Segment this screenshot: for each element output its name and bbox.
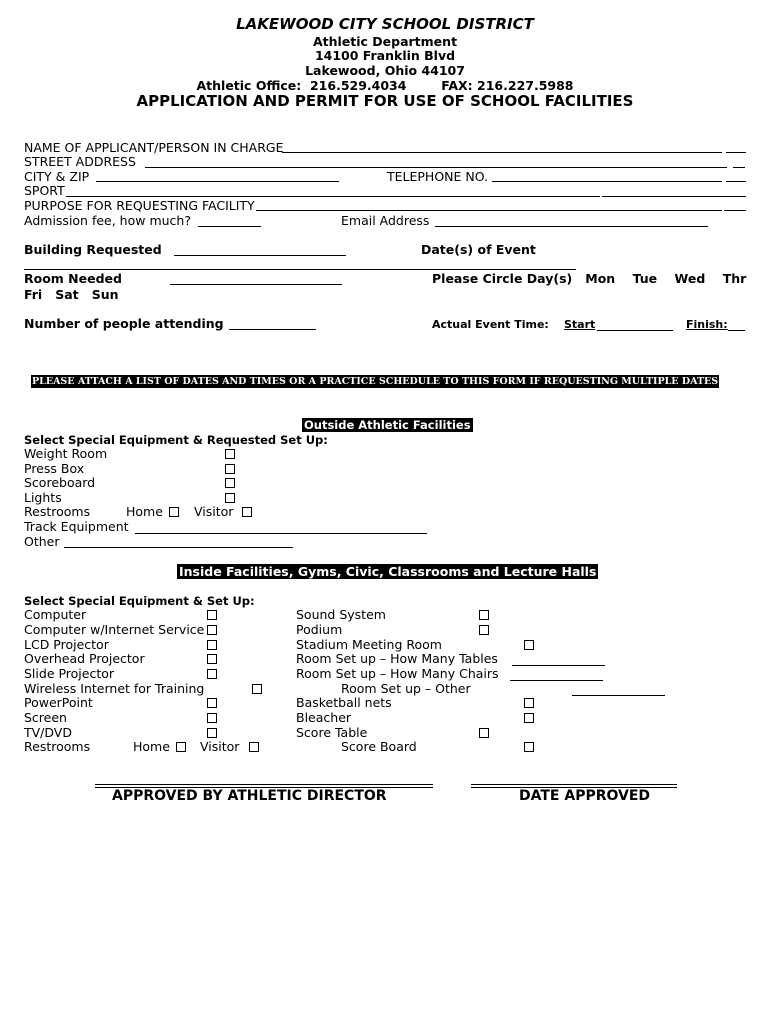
phone-fax: Athletic Office: 216.529.4034 FAX: 216.227.5988	[196, 78, 574, 93]
purpose-label: PURPOSE FOR REQUESTING FACILITY	[24, 198, 255, 213]
finish-label[interactable]: Finish:	[686, 318, 728, 331]
overhead-checkbox[interactable]	[207, 654, 217, 664]
address-line-1: 14100 Franklin Blvd	[314, 48, 456, 63]
inside-left-item: Computer w/Internet Service	[24, 622, 205, 637]
inside-home-label: Home	[133, 739, 170, 754]
telephone-label: TELEPHONE NO.	[387, 169, 489, 184]
people-label: Number of people attending	[24, 316, 224, 331]
days-weekend[interactable]: Fri Sat Sun	[24, 287, 119, 302]
sport-line[interactable]	[66, 196, 600, 197]
dates-label: Date(s) of Event	[421, 242, 536, 257]
inside-subheading: Select Special Equipment & Set Up:	[24, 594, 255, 608]
inside-left-item: TV/DVD	[24, 725, 72, 740]
computer-checkbox[interactable]	[207, 610, 217, 620]
bleacher-checkbox[interactable]	[524, 713, 534, 723]
inside-left-item: LCD Projector	[24, 637, 109, 652]
slide-checkbox[interactable]	[207, 669, 217, 679]
inside-right-item: Stadium Meeting Room	[296, 637, 442, 652]
telephone-line[interactable]	[492, 181, 722, 182]
outside-visitor-checkbox[interactable]	[242, 507, 252, 517]
approved-by-label: APPROVED BY ATHLETIC DIRECTOR	[112, 788, 387, 804]
district-name: LAKEWOOD CITY SCHOOL DISTRICT	[236, 15, 534, 33]
inside-visitor-checkbox[interactable]	[249, 742, 259, 752]
track-label: Track Equipment	[24, 519, 129, 534]
outside-home-label: Home	[126, 504, 163, 519]
inside-left-item: Computer	[24, 607, 87, 622]
inside-right-item: Bleacher	[296, 710, 352, 725]
lights-checkbox[interactable]	[225, 493, 235, 503]
room-label: Room Needed	[24, 271, 122, 286]
applicant-line[interactable]	[282, 152, 722, 153]
sport-line-end[interactable]	[602, 196, 746, 197]
telephone-line-end[interactable]	[726, 181, 746, 182]
sport-label: SPORT	[24, 183, 65, 198]
press-box-checkbox[interactable]	[225, 464, 235, 474]
inside-right-item: Score Table	[296, 725, 368, 740]
form-title: APPLICATION AND PERMIT FOR USE OF SCHOOL FACILITIES	[136, 92, 634, 110]
building-line[interactable]	[174, 255, 346, 256]
event-time-label: Actual Event Time:	[432, 318, 549, 331]
admission-line[interactable]	[198, 226, 261, 227]
people-line[interactable]	[229, 329, 316, 330]
inside-heading: Inside Facilities, Gyms, Civic, Classrooms and Lecture Halls	[179, 564, 597, 579]
basketball-nets-checkbox[interactable]	[524, 698, 534, 708]
powerpoint-checkbox[interactable]	[207, 698, 217, 708]
outside-heading: Outside Athletic Facilities	[304, 418, 471, 432]
internet-checkbox[interactable]	[207, 625, 217, 635]
outside-item: Press Box	[24, 461, 85, 476]
inside-restrooms-label: Restrooms	[24, 739, 91, 754]
outside-item: Weight Room	[24, 446, 108, 461]
applicant-line-end[interactable]	[726, 152, 746, 153]
inside-left-item: Overhead Projector	[24, 651, 145, 666]
date-approved-label: DATE APPROVED	[519, 788, 651, 804]
inside-left-item: Wireless Internet for Training	[24, 681, 205, 696]
admission-label: Admission fee, how much?	[24, 213, 191, 228]
circle-days[interactable]: Please Circle Day(s) Mon Tue Wed Thr	[432, 271, 747, 286]
applicant-label: NAME OF APPLICANT/PERSON IN CHARGE	[24, 140, 284, 155]
city-zip-label: CITY & ZIP	[24, 169, 90, 184]
podium-checkbox[interactable]	[479, 625, 489, 635]
score-board-checkbox[interactable]	[524, 742, 534, 752]
inside-right-item: Basketball nets	[296, 695, 392, 710]
purpose-line[interactable]	[256, 210, 722, 211]
start-label[interactable]: Start	[564, 318, 596, 331]
scoreboard-checkbox[interactable]	[225, 478, 235, 488]
inside-left-item: Screen	[24, 710, 67, 725]
outside-restrooms-label: Restrooms	[24, 504, 91, 519]
inside-right-item: Score Board	[341, 739, 417, 754]
other-line[interactable]	[64, 547, 293, 548]
outside-item: Scoreboard	[24, 475, 96, 490]
street-line-end[interactable]	[733, 167, 745, 168]
setup-other-line[interactable]	[572, 695, 665, 696]
wireless-checkbox[interactable]	[252, 684, 262, 694]
street-label: STREET ADDRESS	[24, 154, 136, 169]
start-line[interactable]	[597, 330, 673, 331]
weight-room-checkbox[interactable]	[225, 449, 235, 459]
inside-visitor-label: Visitor	[200, 739, 240, 754]
inside-right-item: Room Set up – How Many Tables	[296, 651, 498, 666]
tables-line[interactable]	[512, 665, 605, 666]
inside-right-item: Room Set up – How Many Chairs	[296, 666, 499, 681]
notice-text: PLEASE ATTACH A LIST OF DATES AND TIMES OR A PRACTICE SCHEDULE TO THIS FORM IF REQUESTING MULTIPLE DATES	[32, 376, 719, 387]
tv-dvd-checkbox[interactable]	[207, 728, 217, 738]
chairs-line[interactable]	[510, 680, 603, 681]
inside-left-item: Slide Projector	[24, 666, 115, 681]
room-line[interactable]	[170, 284, 342, 285]
outside-subheading: Select Special Equipment & Requested Set Up:	[24, 433, 328, 447]
score-table-checkbox[interactable]	[479, 728, 489, 738]
multiple-dates-notice	[31, 375, 719, 388]
email-line[interactable]	[435, 226, 708, 227]
outside-item: Lights	[24, 490, 62, 505]
sound-system-checkbox[interactable]	[479, 610, 489, 620]
outside-home-checkbox[interactable]	[169, 507, 179, 517]
inside-right-item: Podium	[296, 622, 343, 637]
outside-visitor-label: Visitor	[194, 504, 234, 519]
street-line[interactable]	[145, 167, 727, 168]
lcd-checkbox[interactable]	[207, 640, 217, 650]
inside-home-checkbox[interactable]	[176, 742, 186, 752]
track-line[interactable]	[135, 533, 427, 534]
email-label: Email Address	[341, 213, 430, 228]
building-label: Building Requested	[24, 242, 162, 257]
stadium-room-checkbox[interactable]	[524, 640, 534, 650]
screen-checkbox[interactable]	[207, 713, 217, 723]
other-label: Other	[24, 534, 60, 549]
inside-right-item: Sound System	[296, 607, 386, 622]
dates-line[interactable]	[24, 269, 576, 270]
address-line-2: Lakewood, Ohio 44107	[305, 63, 465, 78]
city-zip-line[interactable]	[96, 181, 339, 182]
inside-left-item: PowerPoint	[24, 695, 93, 710]
finish-line[interactable]	[728, 330, 745, 331]
purpose-line-end[interactable]	[724, 210, 746, 211]
department: Athletic Department	[312, 34, 458, 49]
inside-right-item: Room Set up – Other	[341, 681, 471, 696]
